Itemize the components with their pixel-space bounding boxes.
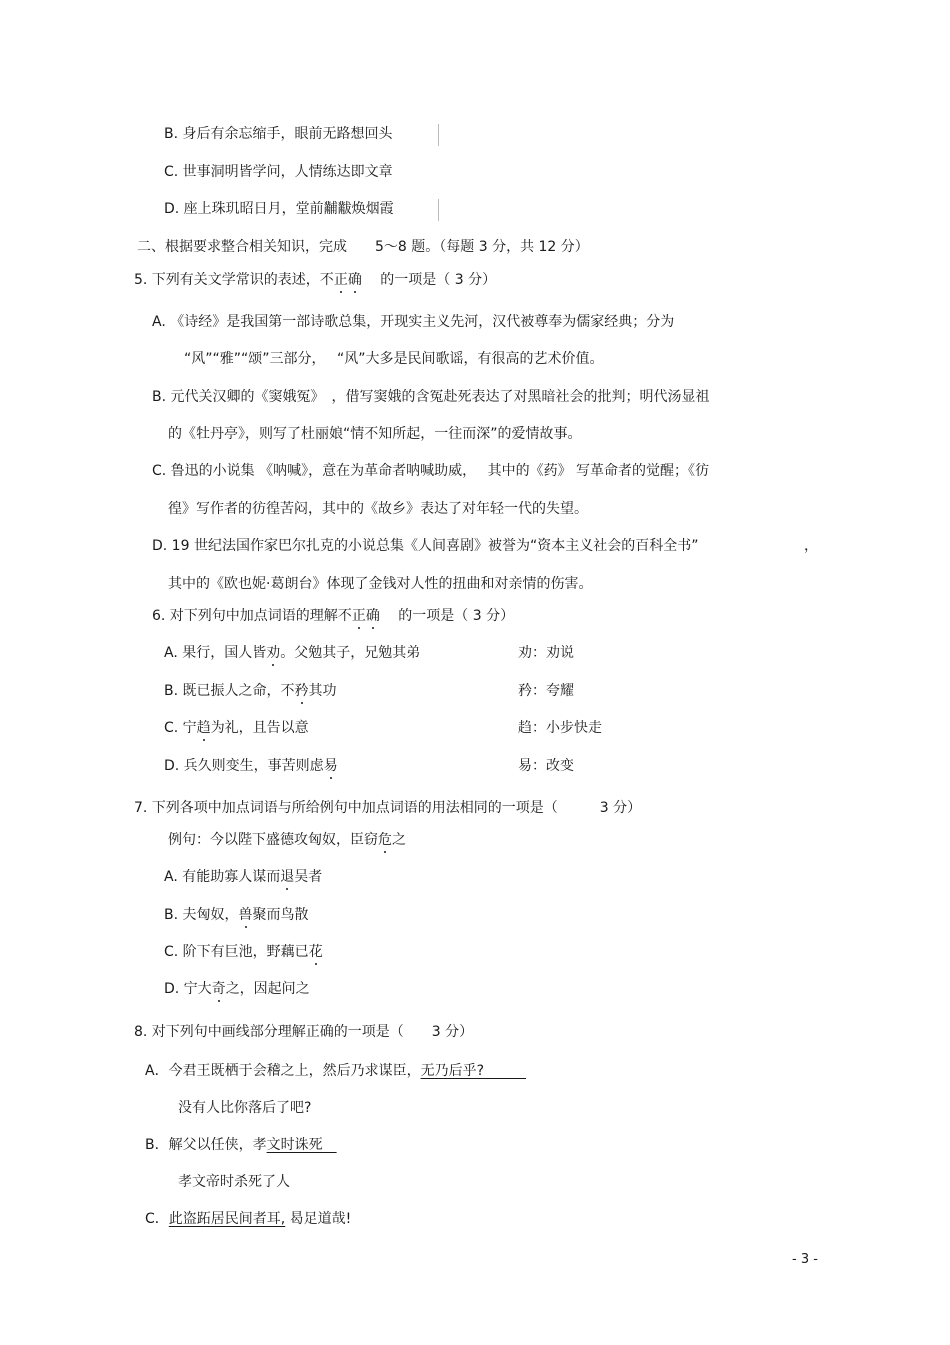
dotted-char: 正 <box>351 608 366 624</box>
q6-option-b-gloss: 矜：夸耀 <box>518 683 574 699</box>
q7-option-b <box>164 905 309 925</box>
q6-b-text: 其功 <box>308 683 337 699</box>
dotted-char: 矜 <box>294 683 309 699</box>
dotted-char: 趋 <box>196 720 211 736</box>
q8-option-b <box>145 1135 337 1155</box>
q8-option-a-gloss: 没有人比你落后了吧? <box>178 1100 312 1116</box>
q5-option-d-line2: 其中的《欧也妮·葛朗台》体现了金钱对人性的扭曲和对亲情的伤害。 <box>168 576 593 592</box>
q5-stem <box>134 270 496 290</box>
q6-option-d-gloss: 易：改变 <box>518 758 574 774</box>
underlined-phrase: 此盗跖居民间者耳, <box>168 1211 286 1227</box>
dotted-char: 确 <box>347 272 362 288</box>
q7-a-text: 吴者 <box>294 869 323 885</box>
q6-b-text: B. 既已振人之命，不 <box>164 683 295 699</box>
q5-option-c-line2: 徨》写作者的彷徨苦闷，其中的《故乡》表达了对年轻一代的失望。 <box>168 501 588 517</box>
underlined-phrase: 文时诛死 <box>266 1137 337 1153</box>
q6-option-c-gloss: 趋：小步快走 <box>518 720 602 736</box>
q6-stem-text: 的一项是（ 3 分） <box>379 608 515 624</box>
q7-b-text: B. 夫匈奴， <box>164 907 239 923</box>
q8-b-text: B．解父以任侠，孝 <box>145 1137 267 1153</box>
dotted-char: 正 <box>333 272 348 288</box>
underlined-phrase: 无乃后乎? <box>420 1063 527 1079</box>
q5-stem-text: 的一项是（ 3 分） <box>361 272 497 288</box>
margin-line <box>438 199 439 221</box>
q5-option-a-line2: “风”“雅”“颂”三部分， “风”大多是民间歌谣，有很高的艺术价值。 <box>184 351 604 367</box>
q8-c-text: 曷足道哉! <box>285 1211 352 1227</box>
q8-option-b-gloss: 孝文帝时杀死了人 <box>178 1174 290 1190</box>
q8-c-text: C． <box>145 1211 169 1227</box>
q5-option-b-line1: B. 元代关汉卿的《窦娥冤》 ，借写窦娥的含冤赴死表达了对黑暗社会的批判；明代汤显祖 <box>152 389 710 405</box>
q7-a-text: A. 有能助寡人谋而 <box>164 869 281 885</box>
dotted-char: 兽 <box>238 907 253 923</box>
q4-option-c: C. 世事洞明皆学问，人情练达即文章 <box>164 164 393 180</box>
q4-option-b: B. 身后有余忘缩手，眼前无路想回头 <box>164 126 393 142</box>
q7-d-text: 之，因起问之 <box>225 981 310 997</box>
q6-option-c <box>164 718 309 738</box>
q7-option-c <box>164 942 323 962</box>
q8-stem: 8. 对下列句中画线部分理解正确的一项是（ 3 分） <box>134 1024 474 1040</box>
page-number: - 3 - <box>792 1252 818 1267</box>
q6-d-text: D. 兵久则变生，事苦则虑 <box>164 758 324 774</box>
q6-stem <box>152 606 514 626</box>
q6-c-text: C. 宁 <box>164 720 197 736</box>
q6-a-text: A. 果行，国人皆 <box>164 645 267 661</box>
dotted-char: 确 <box>365 608 380 624</box>
q7-c-text: C. 阶下有巨池，野藕已 <box>164 944 309 960</box>
dotted-char: 劝 <box>266 645 281 661</box>
q8-option-a <box>145 1061 526 1081</box>
q6-option-a <box>164 643 420 663</box>
q5-stem-text: 5. 下列有关文学常识的表述，不 <box>134 272 334 288</box>
q7-example-text: 例句：今以陛下盛德攻匈奴，臣窃 <box>168 832 378 848</box>
q7-option-d <box>164 979 310 999</box>
section-heading: 二、根据要求整合相关知识，完成 5～8 题。（每题 3 分，共 12 分） <box>137 239 589 255</box>
q6-stem-text: 6. 对下列句中加点词语的理解不 <box>152 608 352 624</box>
q8-option-c <box>145 1209 351 1229</box>
q7-example-text: 之 <box>392 832 406 848</box>
q7-b-text: 聚而鸟散 <box>252 907 309 923</box>
q4-option-d: D. 座上珠玑昭日月，堂前黼黻焕烟霞 <box>164 201 394 217</box>
q7-stem: 7. 下列各项中加点词语与所给例句中加点词语的用法相同的一项是（ 3 分） <box>134 800 642 816</box>
q7-d-text: D. 宁大 <box>164 981 212 997</box>
q5-option-d-line1: D. 19 世纪法国作家巴尔扎克的小说总集《人间喜剧》被誉为“资本主义社会的百科全书” <box>152 538 699 554</box>
dotted-char: 危 <box>378 832 392 848</box>
q5-option-a-line1: A. 《诗经》是我国第一部诗歌总集，开现实主义先河，汉代被尊奉为儒家经典；分为 <box>152 314 675 330</box>
q6-option-a-gloss: 劝：劝说 <box>518 645 574 661</box>
q6-a-text: 。父勉其子，兄勉其弟 <box>280 645 421 661</box>
dotted-char: 易 <box>323 758 338 774</box>
q6-option-d <box>164 756 338 776</box>
q7-option-a <box>164 867 322 887</box>
margin-line <box>438 124 439 146</box>
q6-c-text: 为礼，且告以意 <box>210 720 309 736</box>
q8-a-text: A．今君王既栖于会稽之上，然后乃求谋臣， <box>145 1063 421 1079</box>
q7-example <box>168 830 406 850</box>
q5-option-c-line1: C. 鲁迅的小说集 《呐喊》，意在为革命者呐喊助威， 其中的《药》 写革命者的觉醒；《彷 <box>152 463 710 479</box>
dotted-char: 花 <box>308 944 323 960</box>
q5-option-d-comma: ， <box>804 538 818 554</box>
dotted-char: 奇 <box>211 981 226 997</box>
q6-option-b <box>164 681 337 701</box>
q5-option-b-line2: 的《牡丹亭》，则写了杜丽娘“情不知所起，一往而深”的爱情故事。 <box>168 426 582 442</box>
dotted-char: 退 <box>280 869 295 885</box>
